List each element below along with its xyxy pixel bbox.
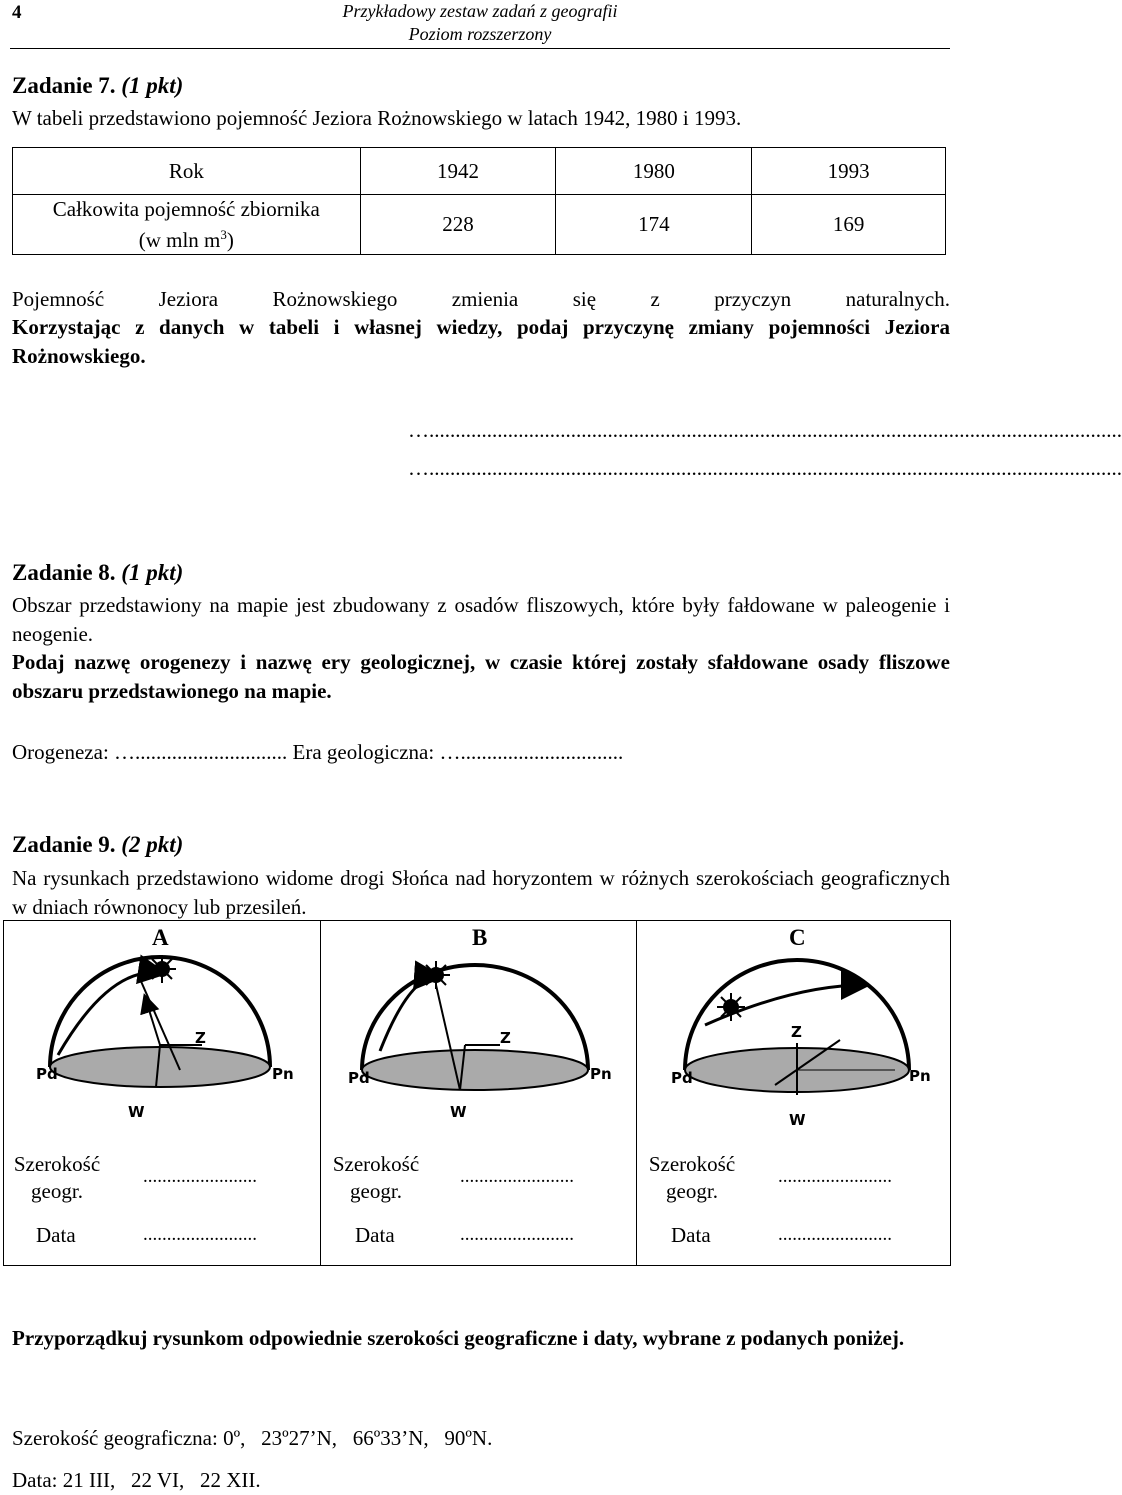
date-label: Data (355, 1223, 395, 1247)
task8-answer[interactable]: Orogeneza: …............................. Era geologiczna: …............................... (12, 740, 624, 764)
capacity-table (12, 147, 946, 255)
task7-title: Zadanie 7. (1 pkt) (12, 73, 184, 98)
page-number: 4 (12, 2, 22, 23)
task8-intro: Obszar przedstawiony na mapie jest zbudowany z osadów fliszowych, które były fałdowane w paleogenie i neogenie. (12, 593, 950, 646)
task9-intro: Na rysunkach przedstawiono widome drogi Słońca nad horyzontem w różnych szerokościach geograficznych w dniach równonocy lub przesileń. (12, 866, 950, 919)
task7-intro: W tabeli przedstawiono pojemność Jeziora Rożnowskiego w latach 1942, 1980 i 1993. (12, 106, 742, 130)
table-header-row (13, 148, 946, 195)
label-pd: Pd (36, 1065, 58, 1083)
sun-icon (422, 961, 450, 989)
label-w: W (450, 1103, 467, 1121)
label-w: W (128, 1103, 145, 1121)
latitude-label: Szerokość geogr. (648, 1152, 736, 1203)
label-pn: Pn (909, 1067, 931, 1085)
label-pn: Pn (590, 1065, 612, 1083)
task7-statement: Pojemność Jeziora Rożnowskiego zmienia się z przyczyn naturalnych. (12, 287, 950, 311)
task8-title: Zadanie 8. (1 pkt) (12, 560, 184, 585)
latitude-blank-b[interactable]: ........................ (460, 1166, 574, 1187)
header-subtitle: Poziom rozszerzony (408, 24, 552, 44)
table-header-label: Rok (13, 148, 361, 195)
sun-arc (58, 972, 162, 1055)
diagram-letter-c: C (789, 925, 806, 950)
latitude-options: Szerokość geograficzna: 0º, 23º27’N, 66º33’N, 90ºN. (12, 1426, 493, 1450)
date-label: Data (36, 1223, 76, 1247)
label-z: Z (791, 1023, 802, 1041)
label-z: Z (195, 1029, 206, 1047)
answer-line[interactable]: ….................................................................................................................................... (408, 418, 1122, 442)
table-value: 228 (360, 195, 556, 255)
table-value: 174 (556, 195, 752, 255)
task9-instruction: Przyporządkuj rysunkom odpowiednie szerokości geograficzne i daty, wybrane z podanych poniżej. (12, 1326, 905, 1350)
table-row-label: Całkowita pojemność zbiornika (w mln $m^3$) (13, 195, 361, 255)
latitude-label: Szerokość geogr. (332, 1152, 420, 1203)
sun-path-diagram-c (665, 955, 935, 1130)
diagram-letter-a: A (152, 925, 169, 950)
task7-question: Korzystając z danych w tabeli i własnej wiedzy, podaj przyczynę zmiany pojemności Jeziora Rożnowskiego. (12, 315, 950, 368)
label-z: Z (500, 1029, 511, 1047)
table-year: 1942 (360, 148, 556, 195)
sun-path-diagram-a (30, 955, 300, 1130)
table-value: 169 (752, 195, 946, 255)
label-w: W (789, 1111, 806, 1129)
header-rule (10, 48, 950, 49)
date-blank-b[interactable]: ........................ (460, 1224, 574, 1245)
frame-divider (320, 920, 321, 1266)
table-year: 1993 (752, 148, 946, 195)
latitude-blank-c[interactable]: ........................ (778, 1166, 892, 1187)
date-blank-a[interactable]: ........................ (143, 1224, 257, 1245)
sun-path-diagram-b (340, 955, 620, 1130)
table-year: 1980 (556, 148, 752, 195)
task8-question: Podaj nazwę orogenezy i nazwę ery geologicznej, w czasie której zostały sfałdowane osady fliszowe obszaru przedstawionego na mapie. (12, 650, 950, 703)
diagram-letter-b: B (472, 925, 488, 950)
label-pd: Pd (348, 1069, 370, 1087)
header-title: Przykładowy zestaw zadań z geografii (342, 1, 618, 21)
sun-icon (717, 993, 745, 1021)
latitude-blank-a[interactable]: ........................ (143, 1166, 257, 1187)
date-blank-c[interactable]: ........................ (778, 1224, 892, 1245)
label-pn: Pn (272, 1065, 294, 1083)
label-pd: Pd (671, 1069, 693, 1087)
sun-icon (148, 955, 176, 983)
date-options: Data: 21 III, 22 VI, 22 XII. (12, 1468, 261, 1492)
table-row (13, 195, 946, 255)
latitude-label: Szerokość geogr. (13, 1152, 101, 1203)
date-label: Data (671, 1223, 711, 1247)
task9-title: Zadanie 9. (2 pkt) (12, 832, 184, 857)
answer-line[interactable]: ….................................................................................................................................... (408, 456, 1122, 480)
frame-divider (636, 920, 637, 1266)
